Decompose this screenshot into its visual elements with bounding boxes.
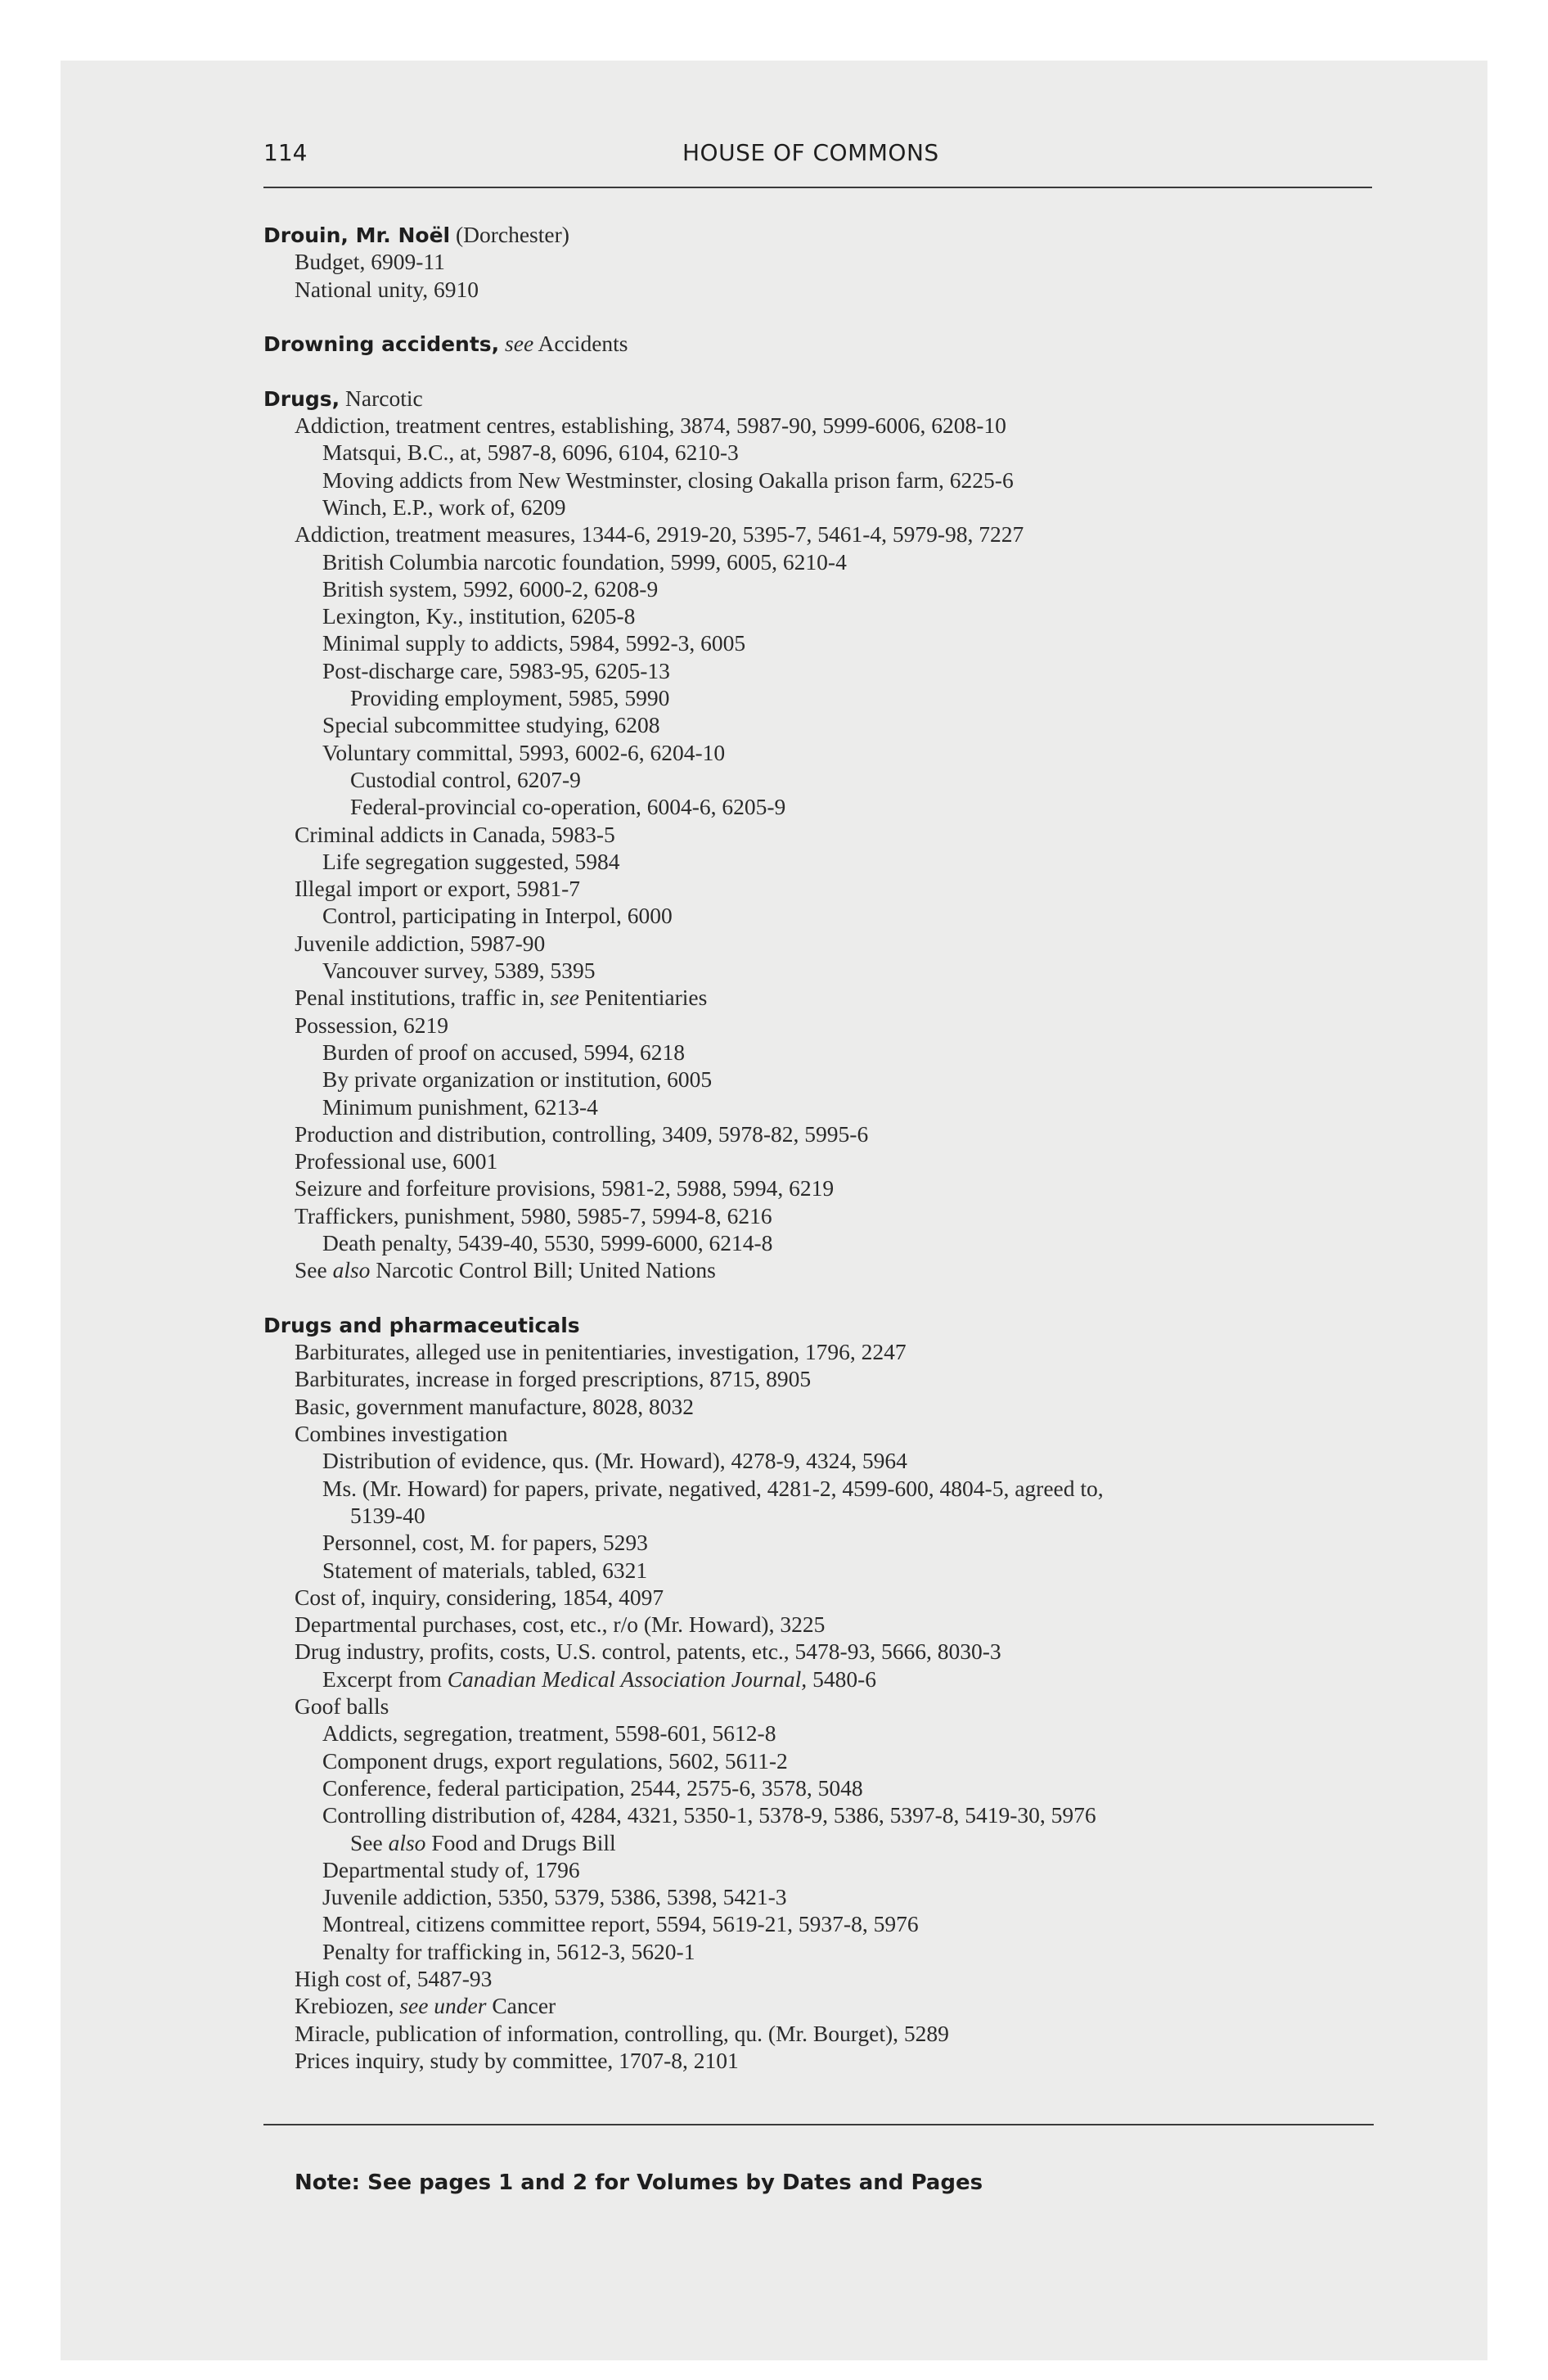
heading-term: Drugs and pharmaceuticals	[263, 1313, 580, 1337]
entry-text: Minimum punishment, 6213-4	[322, 1093, 598, 1120]
index-entry	[263, 1365, 1384, 1392]
entry-text: Vancouver survey, 5389, 5395	[322, 958, 596, 984]
index-heading	[263, 330, 1384, 357]
entry-text: Death penalty, 5439-40, 5530, 5999-6000, 6214-8	[322, 1229, 773, 1255]
index-entry	[263, 1720, 1384, 1747]
heading-term: Drugs,	[263, 386, 340, 411]
index-entry	[263, 2020, 1384, 2047]
entry-text: Burden of proof on accused, 5994, 6218	[322, 1039, 685, 1065]
index-entry	[263, 412, 1384, 439]
entry-italic: also	[332, 1257, 371, 1283]
entry-text: Voluntary committal, 5993, 6002-6, 6204-10	[322, 739, 726, 765]
entry-text: Juvenile addiction, 5987-90	[295, 930, 546, 956]
index-entry	[263, 657, 1384, 684]
index-entry	[263, 1039, 1384, 1066]
entry-text: Basic, government manufacture, 8028, 8032	[295, 1393, 694, 1419]
index-entry	[263, 739, 1384, 766]
index-entry	[263, 1666, 1384, 1693]
entry-text: Lexington, Ky., institution, 6205-8	[322, 603, 636, 629]
heading-rest: Narcotic	[340, 385, 423, 411]
index-entry	[263, 248, 1384, 275]
index-entry	[263, 1447, 1384, 1474]
index-entry	[263, 1829, 1384, 1856]
running-head: HOUSE OF COMMONS	[682, 139, 939, 166]
index-entry	[263, 1557, 1384, 1584]
index-entry	[263, 1529, 1384, 1556]
index-entry	[263, 1256, 1384, 1283]
entry-text: Winch, E.P., work of, 6209	[322, 494, 566, 520]
entry-text: Traffickers, punishment, 5980, 5985-7, 5994-8, 6216	[295, 1202, 772, 1228]
heading-rest: Accidents	[533, 331, 628, 357]
index-entry	[263, 1938, 1384, 1965]
index-entry	[263, 984, 1384, 1011]
entry-text: Statement of materials, tabled, 6321	[322, 1557, 648, 1583]
index-entry	[263, 1420, 1384, 1447]
blank-line	[263, 357, 1384, 384]
entry-text: Production and distribution, controlling, 3409, 5978-82, 5995-6	[295, 1120, 869, 1147]
entry-text: Barbiturates, alleged use in penitentiaries, investigation, 1796, 2247	[295, 1339, 907, 1365]
index-entry	[263, 1066, 1384, 1093]
index-entry	[263, 1801, 1384, 1828]
entry-text: Custodial control, 6207-9	[350, 766, 581, 792]
entry-text: Ms. (Mr. Howard) for papers, private, negatived, 4281-2, 4599-600, 4804-5, agreed to,	[322, 1475, 1104, 1501]
entry-text: Addiction, treatment measures, 1344-6, 2919-20, 5395-7, 5461-4, 5979-98, 7227	[295, 521, 1024, 548]
header-rule	[263, 187, 1372, 188]
index-entry	[263, 1883, 1384, 1910]
entry-text: Personnel, cost, M. for papers, 5293	[322, 1530, 648, 1556]
index-entry	[263, 1693, 1384, 1720]
entry-text: Juvenile addiction, 5350, 5379, 5386, 5398, 5421-3	[322, 1884, 787, 1910]
entry-text: Penitentiaries	[578, 985, 708, 1011]
entry-text: Drug industry, profits, costs, U.S. control, patents, etc., 5478-93, 5666, 8030-3	[295, 1639, 1001, 1665]
index-entry	[263, 930, 1384, 957]
entry-text: High cost of, 5487-93	[295, 1966, 493, 1991]
entry-text: Minimal supply to addicts, 5984, 5992-3, 6005	[322, 630, 746, 656]
heading-term: Drowning accidents,	[263, 332, 500, 357]
index-entry	[263, 1992, 1384, 2019]
entry-italic: Canadian Medical Association Journal,	[447, 1666, 808, 1692]
index-entry	[263, 602, 1384, 629]
footer-rule	[263, 2124, 1374, 2125]
index-entry	[263, 575, 1384, 602]
entry-text: Distribution of evidence, qus. (Mr. Howard), 4278-9, 4324, 5964	[322, 1448, 907, 1474]
entry-italic: also	[388, 1829, 426, 1855]
page-number: 114	[263, 139, 308, 166]
entry-text: Seizure and forfeiture provisions, 5981-2, 5988, 5994, 6219	[295, 1175, 835, 1201]
entry-text: Penalty for trafficking in, 5612-3, 5620-1	[322, 1938, 695, 1964]
blank-line	[263, 303, 1384, 330]
index-heading	[263, 1311, 1384, 1338]
entry-text: By private organization or institution, 6005	[322, 1066, 713, 1093]
index-entry	[263, 684, 1384, 711]
entry-text: Illegal import or export, 5981-7	[295, 876, 581, 902]
entry-text: Departmental purchases, cost, etc., r/o (Mr. Howard), 3225	[295, 1611, 826, 1638]
index-entry	[263, 1910, 1384, 1937]
entry-text: Barbiturates, increase in forged prescriptions, 8715, 8905	[295, 1366, 812, 1392]
index-entry	[263, 1229, 1384, 1256]
index-entry	[263, 766, 1384, 793]
index-entry	[263, 276, 1384, 303]
entry-text: Conference, federal participation, 2544, 2575-6, 3578, 5048	[322, 1774, 863, 1801]
index-entry	[263, 1338, 1384, 1365]
entry-text: Criminal addicts in Canada, 5983-5	[295, 821, 615, 847]
entry-text: Professional use, 6001	[295, 1148, 498, 1174]
index-entry	[263, 548, 1384, 575]
index-entry	[263, 1475, 1384, 1502]
index-entry	[263, 521, 1384, 548]
entry-text: Cancer	[486, 1993, 556, 2019]
heading-term: Drouin, Mr. Noël	[263, 223, 451, 247]
index-heading	[263, 221, 1384, 248]
index-entry	[263, 1774, 1384, 1801]
entry-text: Addiction, treatment centres, establishing, 3874, 5987-90, 5999-6006, 6208-10	[295, 412, 1006, 439]
entry-text: Miracle, publication of information, controlling, qu. (Mr. Bourget), 5289	[295, 2020, 949, 2046]
entry-text: Narcotic Control Bill; United Nations	[370, 1257, 716, 1283]
index-entry	[263, 1174, 1384, 1201]
entry-text: Matsqui, B.C., at, 5987-8, 6096, 6104, 6210-3	[322, 439, 739, 466]
index-entry	[263, 467, 1384, 494]
index-entry	[263, 821, 1384, 848]
entry-text: Addicts, segregation, treatment, 5598-601, 5612-8	[322, 1720, 776, 1747]
entry-text: Federal-provincial co-operation, 6004-6, 6205-9	[350, 794, 786, 820]
entry-text: Post-discharge care, 5983-95, 6205-13	[322, 657, 670, 683]
index-entry	[263, 711, 1384, 738]
index-entry	[263, 1856, 1384, 1883]
index-entry	[263, 1747, 1384, 1774]
entry-text: National unity, 6910	[295, 276, 479, 302]
entry-text: Montreal, citizens committee report, 5594, 5619-21, 5937-8, 5976	[322, 1911, 919, 1937]
entry-text: Combines investigation	[295, 1421, 508, 1447]
entry-italic: see	[550, 985, 579, 1011]
index-entry	[263, 848, 1384, 875]
index-entry	[263, 2047, 1384, 2074]
entry-text: Excerpt from	[322, 1666, 448, 1692]
entry-text: 5480-6	[807, 1666, 876, 1692]
entry-text: Penal institutions, traffic in,	[295, 985, 551, 1011]
index-entry	[263, 1611, 1384, 1638]
entry-text: British system, 5992, 6000-2, 6208-9	[322, 575, 659, 602]
index-entry	[263, 629, 1384, 656]
index-entry	[263, 439, 1384, 466]
index-entry	[263, 1147, 1384, 1174]
index-entry	[263, 1393, 1384, 1420]
index-entry	[263, 875, 1384, 902]
entry-text: Special subcommittee studying, 6208	[322, 712, 660, 738]
entry-text: British Columbia narcotic foundation, 5999, 6005, 6210-4	[322, 548, 847, 575]
entry-text: Controlling distribution of, 4284, 4321, 5350-1, 5378-9, 5386, 5397-8, 5419-30, 5976	[322, 1802, 1096, 1828]
index-entry	[263, 1638, 1384, 1665]
entry-text: Budget, 6909-11	[295, 249, 445, 275]
entry-text: Providing employment, 5985, 5990	[350, 685, 670, 711]
entry-text: 5139-40	[350, 1502, 425, 1528]
entry-text: See	[350, 1829, 389, 1855]
index-entry	[263, 1584, 1384, 1611]
index-entry	[263, 1202, 1384, 1229]
footnote: Note: See pages 1 and 2 for Volumes by Dates and Pages	[295, 2170, 983, 2195]
entry-italic: see under	[399, 1993, 487, 2019]
index-entry	[263, 793, 1384, 820]
entry-text: Control, participating in Interpol, 6000	[322, 903, 673, 929]
index-entry	[263, 902, 1384, 929]
blank-line	[263, 1284, 1384, 1311]
index-body	[263, 221, 1384, 2074]
entry-text: Possession, 6219	[295, 1012, 448, 1038]
entry-text: Krebiozen,	[295, 1993, 400, 2019]
entry-text: Component drugs, export regulations, 5602, 5611-2	[322, 1747, 788, 1774]
heading-rest: (Dorchester)	[450, 222, 569, 247]
entry-text: See	[295, 1257, 333, 1283]
entry-text: Goof balls	[295, 1693, 389, 1720]
index-heading	[263, 385, 1384, 412]
heading-italic: see	[499, 331, 534, 357]
index-entry	[263, 1093, 1384, 1120]
index-entry	[263, 494, 1384, 521]
entry-text: Food and Drugs Bill	[425, 1829, 616, 1855]
index-entry	[263, 1012, 1384, 1039]
entry-text: Departmental study of, 1796	[322, 1856, 580, 1882]
index-entry	[263, 957, 1384, 984]
entry-text: Cost of, inquiry, considering, 1854, 4097	[295, 1584, 664, 1610]
index-entry	[263, 1502, 1384, 1529]
entry-text: Prices inquiry, study by committee, 1707-8, 2101	[295, 2047, 739, 2073]
entry-text: Moving addicts from New Westminster, closing Oakalla prison farm, 6225-6	[322, 467, 1014, 493]
entry-text: Life segregation suggested, 5984	[322, 848, 620, 874]
index-entry	[263, 1120, 1384, 1147]
index-entry	[263, 1965, 1384, 1992]
